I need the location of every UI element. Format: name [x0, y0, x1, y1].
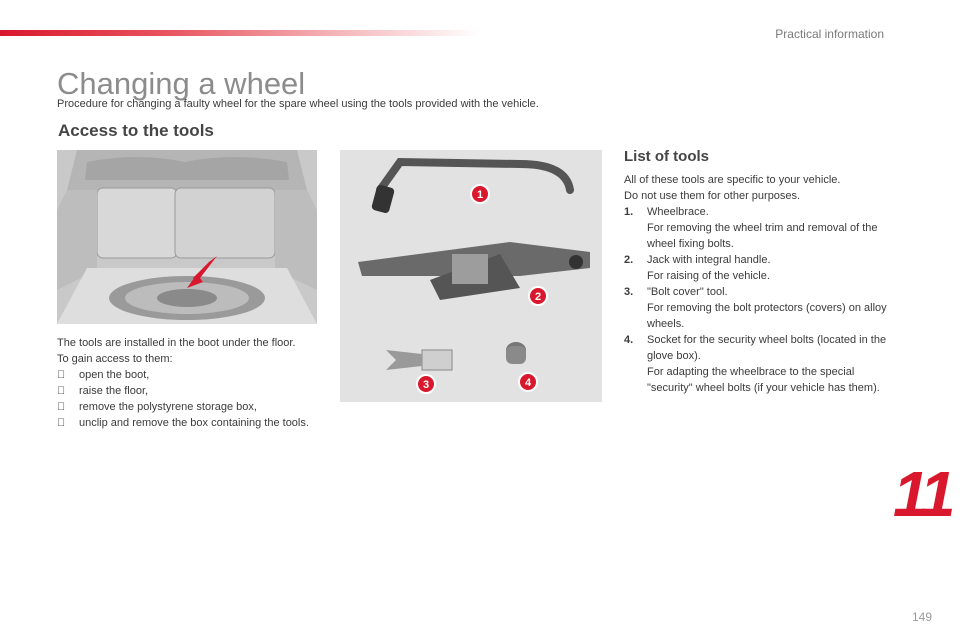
list-item: unclip and remove the box containing the tools. — [57, 415, 312, 431]
bullet-arrow-icon — [57, 367, 65, 383]
figure-label-2 — [529, 287, 547, 305]
figure-label-3 — [417, 375, 435, 393]
item-number: 1. — [624, 206, 634, 218]
list-item: remove the polystyrene storage box, — [57, 399, 312, 415]
chapter-number: 11 — [893, 458, 952, 530]
bullet-arrow-icon — [57, 415, 65, 431]
access-intro-line: The tools are installed in the boot under the floor. — [57, 337, 296, 349]
tools-numbered-list — [624, 204, 890, 396]
list-item: raise the floor, — [57, 383, 312, 399]
access-intro-line: To gain access to them: — [57, 353, 173, 365]
tools-intro-line: Do not use them for other purposes. — [624, 190, 801, 202]
list-item: 3. "Bolt cover" tool. For removing the bolt protectors (covers) on alloy wheels. — [624, 286, 887, 330]
list-item: open the boot, — [57, 367, 312, 383]
bullet-arrow-icon — [57, 383, 65, 399]
access-instructions — [57, 335, 312, 431]
boot-illustration — [57, 150, 317, 324]
tools-illustration — [340, 150, 602, 402]
access-steps-list — [57, 367, 312, 431]
item-number: 2. — [624, 254, 634, 266]
list-item: 2. Jack with integral handle. For raising of the vehicle. — [624, 254, 771, 282]
svg-text:1: 1 — [476, 189, 484, 201]
header-accent-bar — [0, 30, 480, 36]
chapter-title: Changing a wheel — [57, 66, 306, 101]
svg-text:3: 3 — [422, 379, 430, 391]
section-name: Practical information — [775, 27, 884, 41]
figure-label-1 — [471, 185, 489, 203]
page-number: 149 — [912, 610, 933, 624]
tools-list — [624, 172, 890, 396]
boot-photo — [57, 150, 317, 324]
figure-label-4 — [519, 373, 537, 391]
tools-list-title: List of tools — [624, 148, 709, 165]
item-number: 4. — [624, 334, 634, 346]
item-number: 3. — [624, 286, 634, 298]
bullet-arrow-icon — [57, 399, 65, 415]
chapter-subtitle: Procedure for changing a faulty wheel for the spare wheel using the tools provided with the vehicle. — [57, 98, 539, 110]
security-socket-icon — [506, 342, 526, 364]
list-item: 1. Wheelbrace. For removing the wheel trim and removal of the wheel fixing bolts. — [624, 206, 878, 250]
svg-text:2: 2 — [534, 291, 542, 303]
svg-text:4: 4 — [524, 377, 532, 389]
tools-intro-line: All of these tools are specific to your vehicle. — [624, 174, 841, 186]
access-section-title: Access to the tools — [58, 121, 214, 140]
tools-photo — [340, 150, 602, 402]
list-item: 4. Socket for the security wheel bolts (located in the glove box). For adapting the wheelbrace to the special "security" wheel bolts (if your vehicle has them). — [624, 334, 887, 394]
